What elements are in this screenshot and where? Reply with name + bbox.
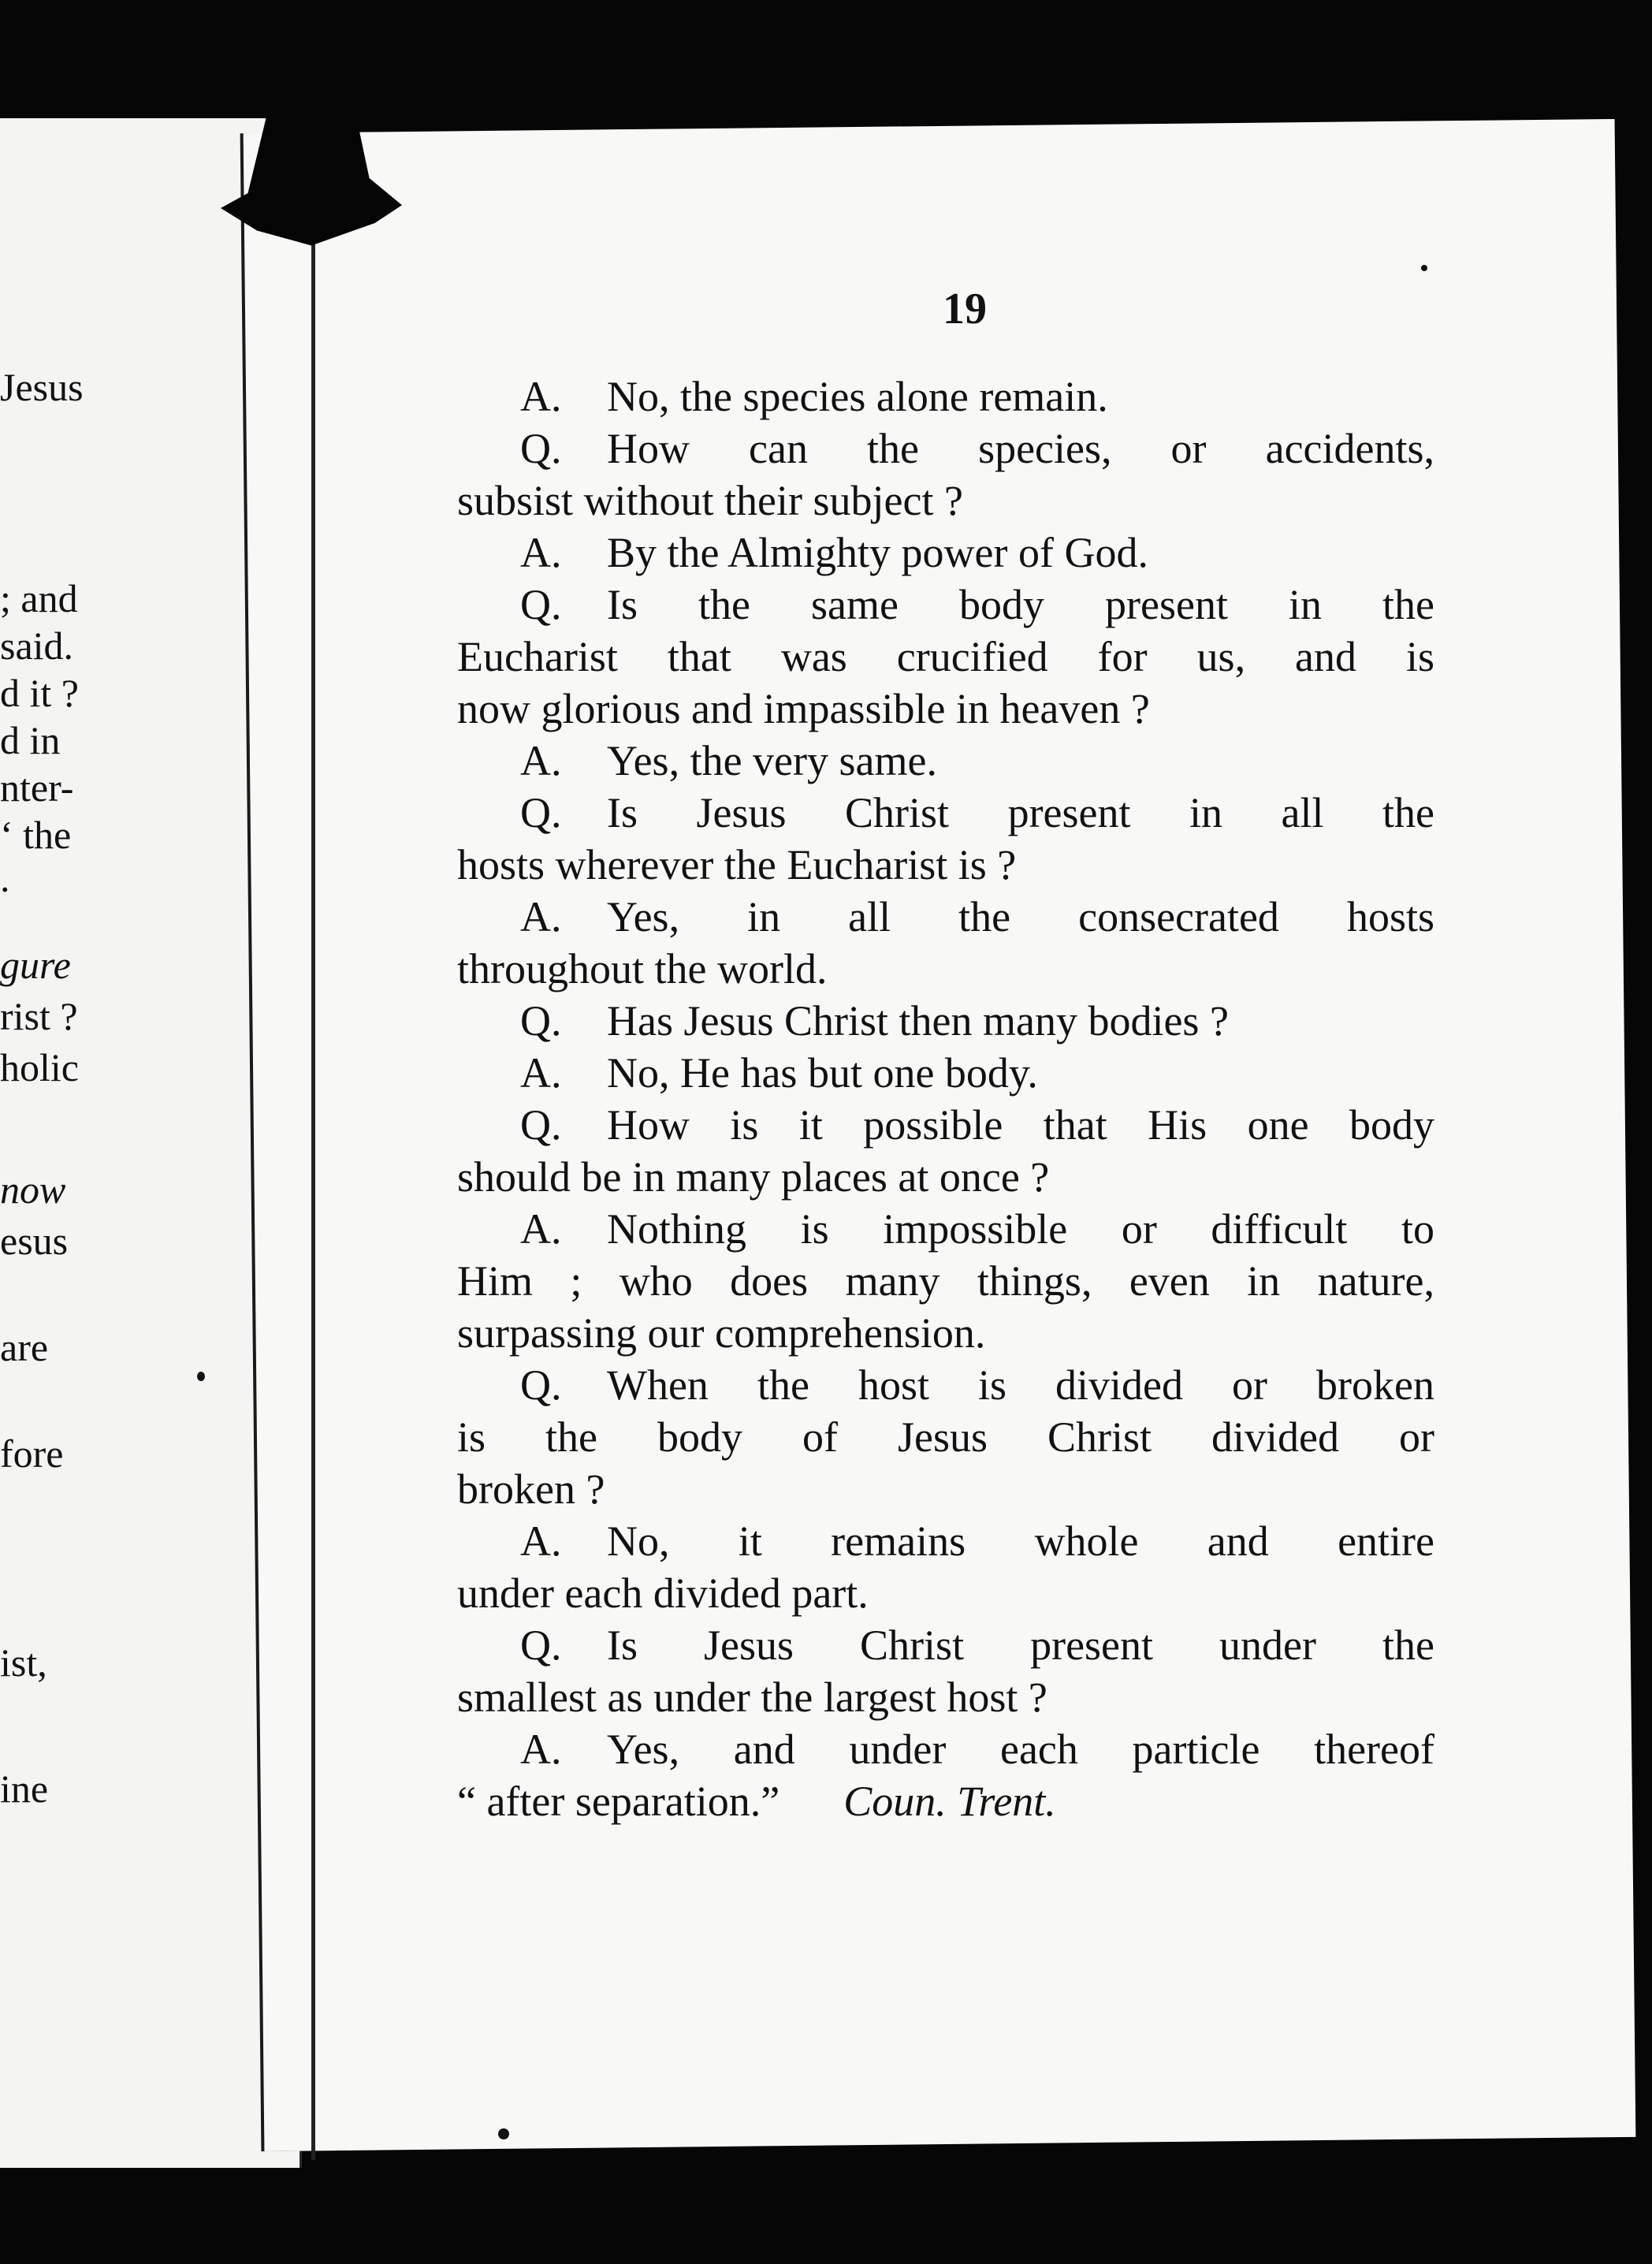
line-text: By the Almighty power of God. xyxy=(607,529,1148,576)
text-line xyxy=(457,423,1434,475)
line-text: Is the same body present in the xyxy=(607,581,1434,628)
line-tag: Q. xyxy=(520,1622,562,1669)
line-tag: Q. xyxy=(520,997,562,1044)
line-text: No, it remains whole and entire xyxy=(607,1517,1434,1565)
left-fragment: holic xyxy=(0,1045,79,1089)
line-text: How is it possible that His one body xyxy=(607,1101,1434,1149)
line-text: Has Jesus Christ then many bodies ? xyxy=(607,997,1229,1044)
line-text: smallest as under the largest host ? xyxy=(457,1674,1047,1721)
left-fragment: ; and xyxy=(0,576,78,620)
line-text: Him ; who does many things, even in nature, xyxy=(457,1257,1434,1305)
line-text: Is Jesus Christ present under the xyxy=(607,1622,1434,1669)
line-text: hosts wherever the Eucharist is ? xyxy=(457,841,1017,888)
text-line xyxy=(457,1151,1434,1203)
line-text: No, the species alone remain. xyxy=(607,373,1108,420)
line-text: Nothing is impossible or difficult to xyxy=(607,1205,1434,1253)
text-line xyxy=(457,1047,1434,1099)
line-tag: Q. xyxy=(520,1101,562,1149)
text-line xyxy=(457,1515,1434,1567)
text-line xyxy=(457,787,1434,839)
left-fragment: now xyxy=(0,1167,66,1212)
scan-speck xyxy=(197,1372,205,1381)
line-tag: Q. xyxy=(520,581,562,628)
line-tag: A. xyxy=(520,737,562,784)
line-tag: Q. xyxy=(520,1361,562,1409)
line-text: Yes, and under each particle thereof xyxy=(607,1726,1434,1773)
left-fragment: d it ? xyxy=(0,671,79,715)
left-fragment: . xyxy=(0,856,10,900)
text-line xyxy=(457,1775,1434,1827)
line-text: Yes, in all the consecrated hosts xyxy=(607,893,1434,940)
line-text: No, He has but one body. xyxy=(607,1049,1038,1097)
line-tag: A. xyxy=(520,373,562,420)
text-line xyxy=(457,1619,1434,1671)
council-reference: Coun. Trent. xyxy=(843,1778,1056,1825)
left-fragment: Jesus xyxy=(0,365,84,409)
text-line xyxy=(457,1099,1434,1151)
text-line xyxy=(457,1203,1434,1255)
left-fragment: d in xyxy=(0,718,61,762)
scan-speck xyxy=(1421,265,1427,271)
left-fragment: esus xyxy=(0,1219,69,1263)
line-tag: A. xyxy=(520,1517,562,1565)
line-text: When the host is divided or broken xyxy=(607,1361,1434,1409)
left-fragment: said. xyxy=(0,624,74,668)
text-line xyxy=(457,1671,1434,1723)
left-fragment: ine xyxy=(0,1767,49,1811)
line-text: should be in many places at once ? xyxy=(457,1153,1050,1201)
left-fragment: are xyxy=(0,1325,49,1369)
page-number: 19 xyxy=(943,285,987,333)
text-line xyxy=(457,475,1434,527)
page-gutter xyxy=(311,142,315,2160)
text-line xyxy=(457,943,1434,995)
left-fragment: gure xyxy=(0,943,71,987)
line-tag: A. xyxy=(520,1205,562,1253)
scan-speck xyxy=(498,2128,509,2139)
left-fragment: ist, xyxy=(0,1640,47,1685)
text-line xyxy=(457,1463,1434,1515)
line-tag: A. xyxy=(520,893,562,940)
text-line xyxy=(457,631,1434,683)
line-tag: A. xyxy=(520,1049,562,1097)
line-tag: Q. xyxy=(520,789,562,836)
catechism-text xyxy=(457,371,1434,1827)
text-line xyxy=(457,1307,1434,1359)
text-line xyxy=(457,683,1434,735)
text-line xyxy=(457,735,1434,787)
text-line xyxy=(457,1411,1434,1463)
line-text: is the body of Jesus Christ divided or xyxy=(457,1413,1434,1461)
line-text: surpassing our comprehension. xyxy=(457,1309,986,1357)
text-line xyxy=(457,891,1434,943)
left-fragment: rist ? xyxy=(0,994,78,1038)
line-tag: Q. xyxy=(520,425,562,472)
text-line xyxy=(457,1255,1434,1307)
left-fragment: fore xyxy=(0,1432,64,1476)
line-text: under each divided part. xyxy=(457,1570,869,1617)
line-text: How can the species, or accidents, xyxy=(607,425,1434,472)
text-line xyxy=(457,995,1434,1047)
line-text: throughout the world. xyxy=(457,945,828,992)
line-text: “ after separation.” xyxy=(457,1778,780,1825)
left-fragment: ‘ the xyxy=(0,813,72,857)
line-text: now glorious and impassible in heaven ? xyxy=(457,685,1150,732)
text-line xyxy=(457,1359,1434,1411)
text-line xyxy=(457,839,1434,891)
line-text: subsist without their subject ? xyxy=(457,477,963,524)
text-line xyxy=(457,371,1434,423)
line-tag: A. xyxy=(520,529,562,576)
text-line xyxy=(457,579,1434,631)
line-text: Is Jesus Christ present in all the xyxy=(607,789,1434,836)
line-text: Eucharist that was crucified for us, and is xyxy=(457,633,1434,680)
text-line xyxy=(457,1723,1434,1775)
text-line xyxy=(457,1567,1434,1619)
left-fragment: nter- xyxy=(0,765,74,810)
text-line xyxy=(457,527,1434,579)
line-tag: A. xyxy=(520,1726,562,1773)
line-text: broken ? xyxy=(457,1465,605,1513)
line-text: Yes, the very same. xyxy=(607,737,937,784)
